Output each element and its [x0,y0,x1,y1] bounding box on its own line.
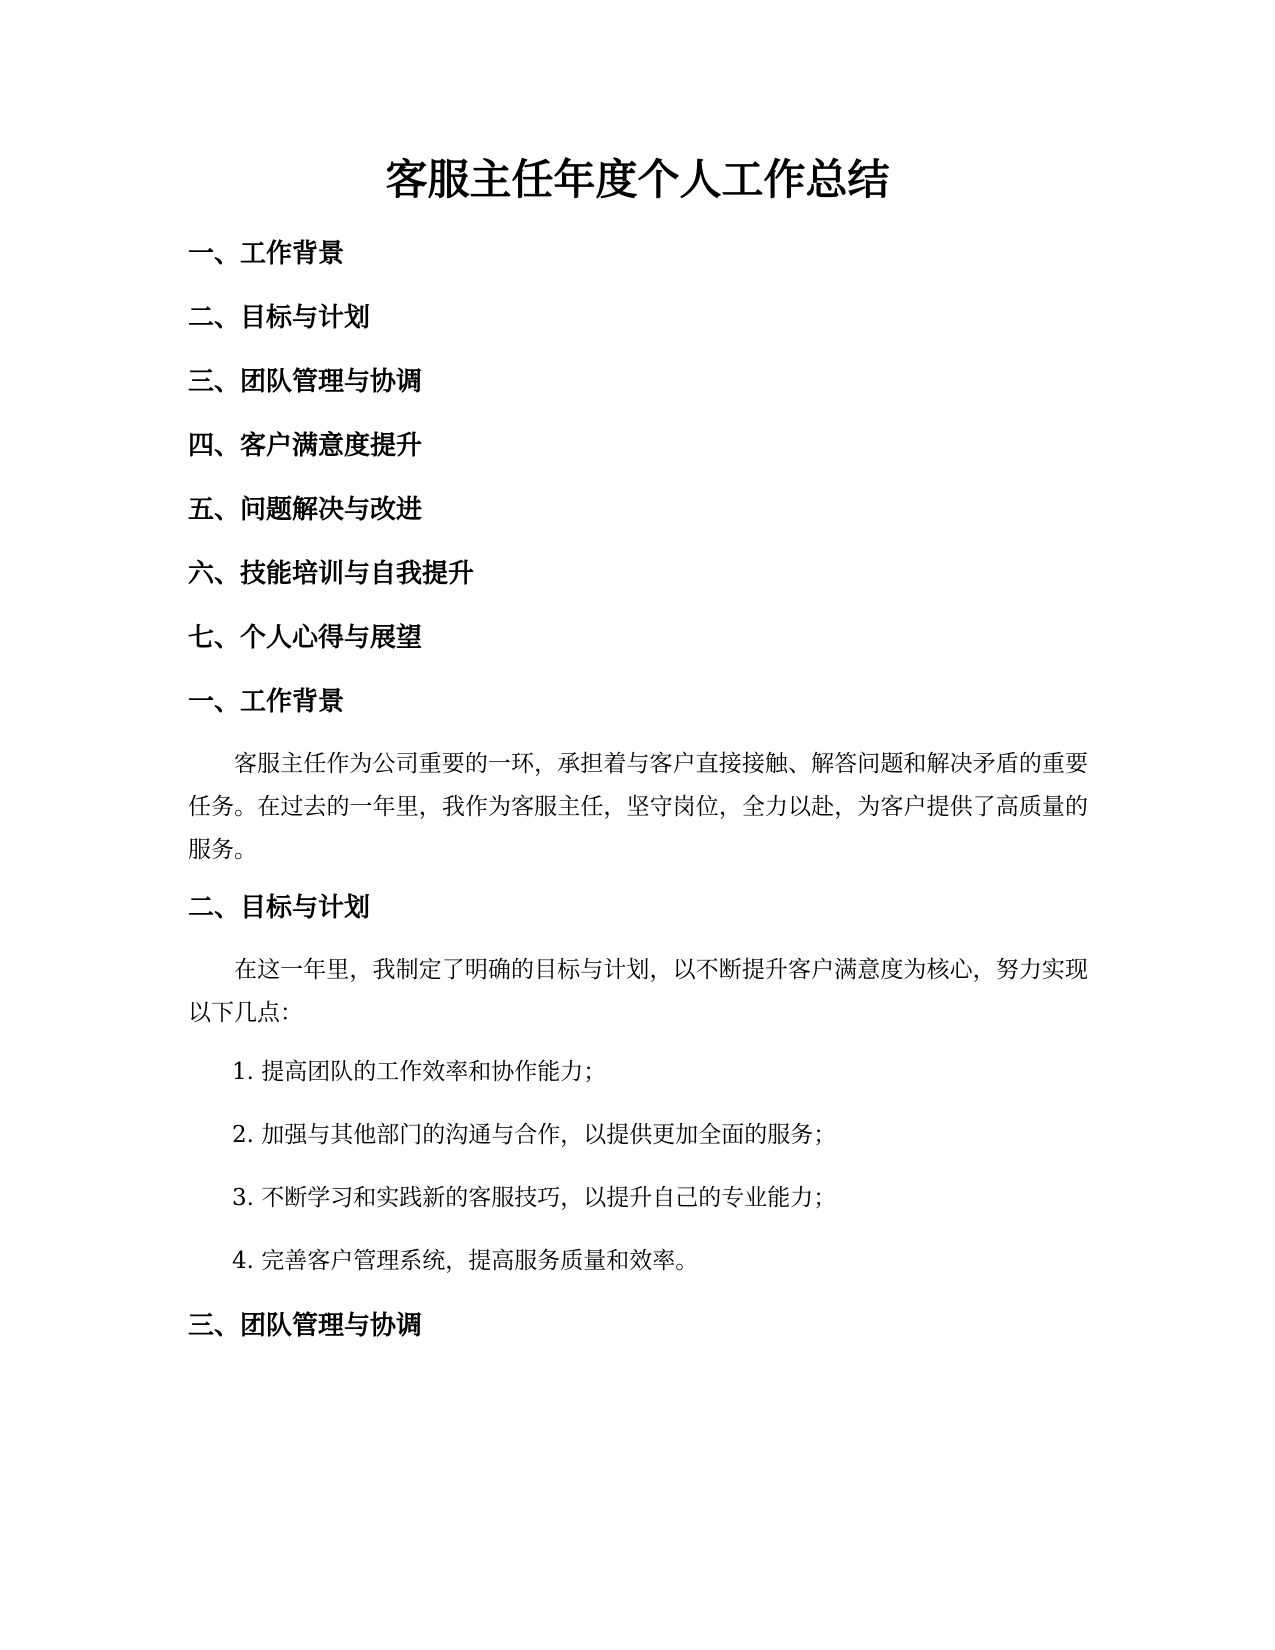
toc-item-2: 二、目标与计划 [188,303,371,333]
goal-list-item-1: 1. 提高团队的工作效率和协作能力； [232,1059,607,1085]
section-heading-1: 一、工作背景 [188,687,345,717]
section-2-paragraph: 在这一年里，我制定了明确的目标与计划，以不断提升客户满意度为核心，努力实现以下几点： [188,957,1088,1026]
section-heading-2: 二、目标与计划 [188,893,371,923]
goal-list-item-3: 3. 不断学习和实践新的客服技巧，以提升自己的专业能力； [232,1185,837,1211]
section-heading-3: 三、团队管理与协调 [188,1311,423,1341]
toc-item-1: 一、工作背景 [188,239,345,269]
toc-item-5: 五、问题解决与改进 [188,495,423,525]
goal-list-item-2: 2. 加强与其他部门的沟通与合作，以提供更加全面的服务； [232,1122,837,1148]
toc-item-7: 七、个人心得与展望 [188,623,423,653]
document-title: 客服主任年度个人工作总结 [385,155,890,204]
section-1-paragraph: 客服主任作为公司重要的一环，承担着与客户直接接触、解答问题和解决矛盾的重要任务。在过去的一年里，我作为客服主任，坚守岗位，全力以赴，为客户提供了高质量的服务。 [188,751,1088,863]
toc-item-6: 六、技能培训与自我提升 [188,559,475,589]
toc-item-4: 四、客户满意度提升 [188,431,423,461]
toc-item-3: 三、团队管理与协调 [188,367,423,397]
goal-list-item-4: 4. 完善客户管理系统，提高服务质量和效率。 [232,1248,699,1274]
